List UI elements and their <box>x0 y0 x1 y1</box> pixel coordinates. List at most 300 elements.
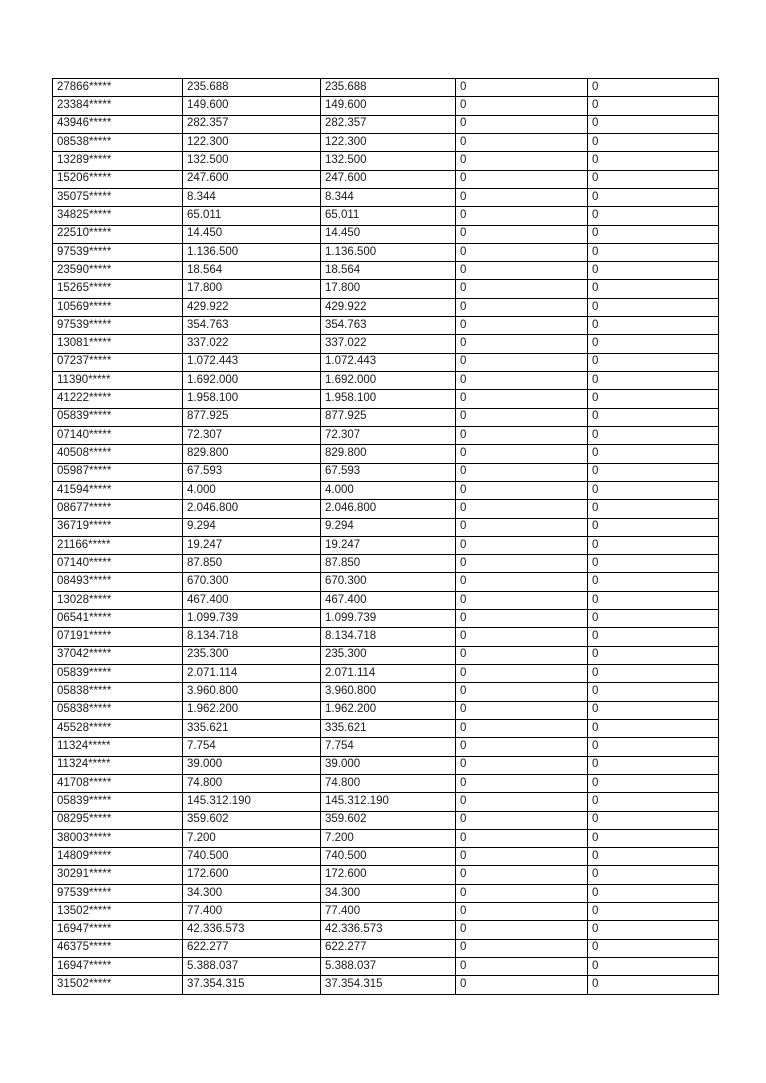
cell-amount-2: 1.958.100 <box>321 390 456 408</box>
cell-zero-2: 0 <box>588 848 719 866</box>
cell-zero-1: 0 <box>456 738 588 756</box>
cell-amount-2: 8.134.718 <box>321 628 456 646</box>
cell-id: 27866***** <box>53 79 183 97</box>
table-row <box>53 701 719 719</box>
cell-zero-1: 0 <box>456 774 588 792</box>
cell-zero-2: 0 <box>588 811 719 829</box>
cell-amount-1: 65.011 <box>183 207 321 225</box>
cell-amount-2: 282.357 <box>321 115 456 133</box>
table-row <box>53 408 719 426</box>
table-row <box>53 610 719 628</box>
cell-zero-2: 0 <box>588 646 719 664</box>
cell-zero-1: 0 <box>456 115 588 133</box>
cell-amount-2: 5.388.037 <box>321 958 456 976</box>
cell-amount-2: 1.136.500 <box>321 243 456 261</box>
cell-zero-2: 0 <box>588 335 719 353</box>
cell-zero-1: 0 <box>456 958 588 976</box>
cell-zero-1: 0 <box>456 426 588 444</box>
cell-amount-1: 282.357 <box>183 115 321 133</box>
cell-zero-2: 0 <box>588 225 719 243</box>
cell-zero-1: 0 <box>456 408 588 426</box>
cell-amount-2: 42.336.573 <box>321 921 456 939</box>
cell-zero-2: 0 <box>588 976 719 995</box>
cell-amount-2: 1.692.000 <box>321 372 456 390</box>
cell-amount-2: 337.022 <box>321 335 456 353</box>
cell-zero-2: 0 <box>588 536 719 554</box>
table-row <box>53 939 719 957</box>
cell-amount-1: 1.692.000 <box>183 372 321 390</box>
table-row <box>53 628 719 646</box>
cell-zero-2: 0 <box>588 903 719 921</box>
cell-zero-1: 0 <box>456 610 588 628</box>
table-row <box>53 518 719 536</box>
cell-id: 05839***** <box>53 408 183 426</box>
cell-amount-1: 87.850 <box>183 555 321 573</box>
cell-amount-1: 14.450 <box>183 225 321 243</box>
cell-zero-2: 0 <box>588 372 719 390</box>
cell-zero-1: 0 <box>456 353 588 371</box>
cell-zero-2: 0 <box>588 866 719 884</box>
table-row <box>53 79 719 97</box>
table-row <box>53 317 719 335</box>
table-row <box>53 756 719 774</box>
cell-amount-1: 1.136.500 <box>183 243 321 261</box>
cell-zero-1: 0 <box>456 903 588 921</box>
cell-amount-1: 18.564 <box>183 262 321 280</box>
cell-id: 13028***** <box>53 591 183 609</box>
table-row <box>53 97 719 115</box>
cell-amount-1: 622.277 <box>183 939 321 957</box>
cell-amount-1: 74.800 <box>183 774 321 792</box>
cell-id: 45528***** <box>53 719 183 737</box>
cell-zero-1: 0 <box>456 976 588 995</box>
table-row <box>53 372 719 390</box>
table-row <box>53 921 719 939</box>
cell-id: 22510***** <box>53 225 183 243</box>
cell-amount-1: 39.000 <box>183 756 321 774</box>
cell-id: 11324***** <box>53 738 183 756</box>
cell-amount-2: 14.450 <box>321 225 456 243</box>
cell-zero-1: 0 <box>456 848 588 866</box>
cell-zero-1: 0 <box>456 372 588 390</box>
cell-id: 08493***** <box>53 573 183 591</box>
cell-zero-1: 0 <box>456 133 588 151</box>
cell-amount-2: 65.011 <box>321 207 456 225</box>
cell-id: 41222***** <box>53 390 183 408</box>
table-row <box>53 829 719 847</box>
cell-amount-2: 4.000 <box>321 481 456 499</box>
cell-zero-2: 0 <box>588 353 719 371</box>
cell-amount-2: 467.400 <box>321 591 456 609</box>
cell-zero-2: 0 <box>588 280 719 298</box>
cell-amount-2: 39.000 <box>321 756 456 774</box>
table-row <box>53 866 719 884</box>
cell-id: 05838***** <box>53 683 183 701</box>
cell-amount-1: 4.000 <box>183 481 321 499</box>
cell-zero-1: 0 <box>456 463 588 481</box>
cell-id: 11390***** <box>53 372 183 390</box>
cell-amount-2: 18.564 <box>321 262 456 280</box>
cell-zero-2: 0 <box>588 298 719 316</box>
cell-zero-2: 0 <box>588 445 719 463</box>
table-row <box>53 445 719 463</box>
cell-amount-1: 34.300 <box>183 884 321 902</box>
table-row <box>53 500 719 518</box>
data-table <box>52 78 719 995</box>
cell-zero-1: 0 <box>456 811 588 829</box>
cell-amount-2: 172.600 <box>321 866 456 884</box>
cell-amount-2: 1.099.739 <box>321 610 456 628</box>
table-row <box>53 170 719 188</box>
cell-zero-2: 0 <box>588 665 719 683</box>
cell-zero-2: 0 <box>588 829 719 847</box>
cell-zero-1: 0 <box>456 188 588 206</box>
cell-amount-1: 5.388.037 <box>183 958 321 976</box>
cell-zero-1: 0 <box>456 829 588 847</box>
cell-id: 07140***** <box>53 426 183 444</box>
table-row <box>53 573 719 591</box>
cell-amount-1: 2.071.114 <box>183 665 321 683</box>
cell-zero-2: 0 <box>588 188 719 206</box>
cell-amount-2: 235.688 <box>321 79 456 97</box>
cell-zero-1: 0 <box>456 445 588 463</box>
table-row <box>53 152 719 170</box>
cell-amount-1: 8.134.718 <box>183 628 321 646</box>
cell-id: 05987***** <box>53 463 183 481</box>
cell-amount-2: 2.071.114 <box>321 665 456 683</box>
cell-amount-2: 2.046.800 <box>321 500 456 518</box>
cell-amount-1: 132.500 <box>183 152 321 170</box>
cell-zero-1: 0 <box>456 280 588 298</box>
cell-zero-1: 0 <box>456 555 588 573</box>
cell-zero-2: 0 <box>588 426 719 444</box>
cell-id: 97539***** <box>53 243 183 261</box>
cell-zero-1: 0 <box>456 628 588 646</box>
table-row <box>53 793 719 811</box>
cell-amount-2: 3.960.800 <box>321 683 456 701</box>
cell-zero-1: 0 <box>456 79 588 97</box>
cell-id: 30291***** <box>53 866 183 884</box>
cell-zero-1: 0 <box>456 262 588 280</box>
cell-amount-2: 145.312.190 <box>321 793 456 811</box>
cell-zero-2: 0 <box>588 555 719 573</box>
cell-amount-1: 3.960.800 <box>183 683 321 701</box>
cell-amount-1: 42.336.573 <box>183 921 321 939</box>
table-row <box>53 958 719 976</box>
cell-zero-2: 0 <box>588 390 719 408</box>
cell-id: 05838***** <box>53 701 183 719</box>
cell-id: 07237***** <box>53 353 183 371</box>
cell-amount-2: 1.072.443 <box>321 353 456 371</box>
cell-amount-1: 149.600 <box>183 97 321 115</box>
cell-amount-1: 1.072.443 <box>183 353 321 371</box>
cell-zero-2: 0 <box>588 97 719 115</box>
table-row <box>53 335 719 353</box>
table-row <box>53 774 719 792</box>
cell-amount-1: 67.593 <box>183 463 321 481</box>
cell-id: 43946***** <box>53 115 183 133</box>
cell-id: 23590***** <box>53 262 183 280</box>
cell-zero-1: 0 <box>456 921 588 939</box>
cell-amount-2: 74.800 <box>321 774 456 792</box>
table-row <box>53 390 719 408</box>
cell-id: 38003***** <box>53 829 183 847</box>
cell-zero-2: 0 <box>588 610 719 628</box>
cell-amount-1: 235.300 <box>183 646 321 664</box>
cell-id: 31502***** <box>53 976 183 995</box>
table-row <box>53 188 719 206</box>
table-row <box>53 280 719 298</box>
cell-zero-2: 0 <box>588 683 719 701</box>
cell-id: 15265***** <box>53 280 183 298</box>
cell-zero-1: 0 <box>456 573 588 591</box>
cell-id: 06541***** <box>53 610 183 628</box>
cell-zero-1: 0 <box>456 97 588 115</box>
cell-amount-1: 829.800 <box>183 445 321 463</box>
cell-amount-2: 7.200 <box>321 829 456 847</box>
table-row <box>53 353 719 371</box>
cell-zero-1: 0 <box>456 481 588 499</box>
cell-amount-1: 1.958.100 <box>183 390 321 408</box>
cell-zero-2: 0 <box>588 115 719 133</box>
cell-zero-2: 0 <box>588 958 719 976</box>
cell-zero-1: 0 <box>456 683 588 701</box>
cell-id: 13081***** <box>53 335 183 353</box>
table-row <box>53 115 719 133</box>
cell-amount-2: 829.800 <box>321 445 456 463</box>
table-row <box>53 903 719 921</box>
cell-zero-1: 0 <box>456 152 588 170</box>
cell-amount-1: 335.621 <box>183 719 321 737</box>
cell-zero-1: 0 <box>456 591 588 609</box>
cell-zero-2: 0 <box>588 738 719 756</box>
cell-amount-2: 670.300 <box>321 573 456 591</box>
cell-zero-1: 0 <box>456 756 588 774</box>
cell-zero-1: 0 <box>456 646 588 664</box>
cell-id: 07191***** <box>53 628 183 646</box>
cell-zero-1: 0 <box>456 518 588 536</box>
table-row <box>53 646 719 664</box>
cell-zero-1: 0 <box>456 884 588 902</box>
cell-amount-1: 172.600 <box>183 866 321 884</box>
cell-amount-1: 19.247 <box>183 536 321 554</box>
cell-id: 08538***** <box>53 133 183 151</box>
cell-zero-2: 0 <box>588 481 719 499</box>
cell-amount-1: 354.763 <box>183 317 321 335</box>
cell-zero-2: 0 <box>588 518 719 536</box>
cell-zero-1: 0 <box>456 500 588 518</box>
table-row <box>53 683 719 701</box>
cell-zero-1: 0 <box>456 225 588 243</box>
table-row <box>53 555 719 573</box>
cell-amount-2: 877.925 <box>321 408 456 426</box>
cell-zero-2: 0 <box>588 774 719 792</box>
cell-id: 16947***** <box>53 921 183 939</box>
cell-amount-1: 670.300 <box>183 573 321 591</box>
table-row <box>53 884 719 902</box>
cell-amount-1: 17.800 <box>183 280 321 298</box>
cell-id: 46375***** <box>53 939 183 957</box>
cell-amount-1: 359.602 <box>183 811 321 829</box>
cell-id: 23384***** <box>53 97 183 115</box>
cell-zero-2: 0 <box>588 317 719 335</box>
cell-id: 08677***** <box>53 500 183 518</box>
data-table-body <box>53 79 719 995</box>
cell-zero-1: 0 <box>456 170 588 188</box>
cell-amount-1: 7.200 <box>183 829 321 847</box>
cell-zero-2: 0 <box>588 939 719 957</box>
cell-amount-2: 8.344 <box>321 188 456 206</box>
cell-amount-2: 7.754 <box>321 738 456 756</box>
cell-zero-2: 0 <box>588 243 719 261</box>
cell-zero-2: 0 <box>588 628 719 646</box>
table-row <box>53 133 719 151</box>
cell-id: 15206***** <box>53 170 183 188</box>
table-row <box>53 848 719 866</box>
cell-zero-1: 0 <box>456 866 588 884</box>
cell-zero-1: 0 <box>456 939 588 957</box>
cell-zero-2: 0 <box>588 719 719 737</box>
cell-amount-2: 132.500 <box>321 152 456 170</box>
table-row <box>53 207 719 225</box>
cell-zero-1: 0 <box>456 317 588 335</box>
cell-id: 97539***** <box>53 884 183 902</box>
cell-id: 35075***** <box>53 188 183 206</box>
cell-zero-1: 0 <box>456 665 588 683</box>
cell-amount-1: 877.925 <box>183 408 321 426</box>
cell-amount-2: 622.277 <box>321 939 456 957</box>
cell-amount-2: 67.593 <box>321 463 456 481</box>
cell-id: 97539***** <box>53 317 183 335</box>
cell-id: 37042***** <box>53 646 183 664</box>
cell-amount-2: 72.307 <box>321 426 456 444</box>
cell-id: 13289***** <box>53 152 183 170</box>
cell-zero-2: 0 <box>588 207 719 225</box>
cell-id: 13502***** <box>53 903 183 921</box>
cell-amount-2: 17.800 <box>321 280 456 298</box>
cell-amount-1: 467.400 <box>183 591 321 609</box>
cell-amount-2: 122.300 <box>321 133 456 151</box>
table-row <box>53 591 719 609</box>
cell-amount-1: 9.294 <box>183 518 321 536</box>
cell-amount-2: 9.294 <box>321 518 456 536</box>
table-row <box>53 481 719 499</box>
cell-id: 08295***** <box>53 811 183 829</box>
cell-zero-2: 0 <box>588 170 719 188</box>
cell-amount-1: 72.307 <box>183 426 321 444</box>
cell-zero-2: 0 <box>588 884 719 902</box>
cell-id: 07140***** <box>53 555 183 573</box>
cell-amount-1: 1.099.739 <box>183 610 321 628</box>
cell-zero-1: 0 <box>456 536 588 554</box>
cell-amount-1: 235.688 <box>183 79 321 97</box>
cell-id: 14809***** <box>53 848 183 866</box>
cell-zero-1: 0 <box>456 335 588 353</box>
cell-id: 40508***** <box>53 445 183 463</box>
cell-zero-2: 0 <box>588 152 719 170</box>
cell-amount-1: 429.922 <box>183 298 321 316</box>
cell-amount-1: 740.500 <box>183 848 321 866</box>
cell-zero-2: 0 <box>588 133 719 151</box>
cell-amount-1: 8.344 <box>183 188 321 206</box>
cell-amount-1: 337.022 <box>183 335 321 353</box>
table-row <box>53 665 719 683</box>
cell-zero-1: 0 <box>456 793 588 811</box>
table-row <box>53 536 719 554</box>
cell-id: 11324***** <box>53 756 183 774</box>
cell-zero-1: 0 <box>456 701 588 719</box>
cell-zero-2: 0 <box>588 262 719 280</box>
cell-id: 41594***** <box>53 481 183 499</box>
cell-amount-2: 37.354.315 <box>321 976 456 995</box>
table-row <box>53 262 719 280</box>
cell-zero-2: 0 <box>588 573 719 591</box>
cell-amount-1: 7.754 <box>183 738 321 756</box>
cell-amount-2: 34.300 <box>321 884 456 902</box>
cell-zero-2: 0 <box>588 463 719 481</box>
cell-amount-2: 235.300 <box>321 646 456 664</box>
table-row <box>53 225 719 243</box>
cell-id: 21166***** <box>53 536 183 554</box>
cell-id: 41708***** <box>53 774 183 792</box>
cell-amount-2: 1.962.200 <box>321 701 456 719</box>
table-row <box>53 298 719 316</box>
cell-id: 36719***** <box>53 518 183 536</box>
cell-amount-2: 335.621 <box>321 719 456 737</box>
cell-amount-2: 429.922 <box>321 298 456 316</box>
cell-amount-1: 77.400 <box>183 903 321 921</box>
cell-amount-2: 359.602 <box>321 811 456 829</box>
table-row <box>53 463 719 481</box>
table-row <box>53 243 719 261</box>
cell-amount-2: 149.600 <box>321 97 456 115</box>
cell-id: 16947***** <box>53 958 183 976</box>
cell-zero-2: 0 <box>588 591 719 609</box>
cell-zero-2: 0 <box>588 793 719 811</box>
cell-zero-1: 0 <box>456 298 588 316</box>
cell-id: 05839***** <box>53 665 183 683</box>
cell-zero-2: 0 <box>588 79 719 97</box>
cell-zero-2: 0 <box>588 701 719 719</box>
cell-amount-1: 1.962.200 <box>183 701 321 719</box>
cell-id: 10569***** <box>53 298 183 316</box>
cell-zero-2: 0 <box>588 408 719 426</box>
table-row <box>53 426 719 444</box>
cell-zero-1: 0 <box>456 719 588 737</box>
cell-amount-1: 37.354.315 <box>183 976 321 995</box>
cell-amount-2: 77.400 <box>321 903 456 921</box>
cell-amount-2: 354.763 <box>321 317 456 335</box>
cell-amount-2: 19.247 <box>321 536 456 554</box>
cell-zero-2: 0 <box>588 921 719 939</box>
cell-amount-2: 740.500 <box>321 848 456 866</box>
cell-id: 05839***** <box>53 793 183 811</box>
cell-amount-1: 122.300 <box>183 133 321 151</box>
cell-amount-2: 87.850 <box>321 555 456 573</box>
cell-amount-2: 247.600 <box>321 170 456 188</box>
cell-zero-2: 0 <box>588 756 719 774</box>
cell-amount-1: 2.046.800 <box>183 500 321 518</box>
cell-amount-1: 247.600 <box>183 170 321 188</box>
table-row <box>53 719 719 737</box>
cell-zero-2: 0 <box>588 500 719 518</box>
cell-zero-1: 0 <box>456 207 588 225</box>
cell-amount-1: 145.312.190 <box>183 793 321 811</box>
cell-zero-1: 0 <box>456 243 588 261</box>
table-row <box>53 976 719 995</box>
table-row <box>53 811 719 829</box>
table-row <box>53 738 719 756</box>
